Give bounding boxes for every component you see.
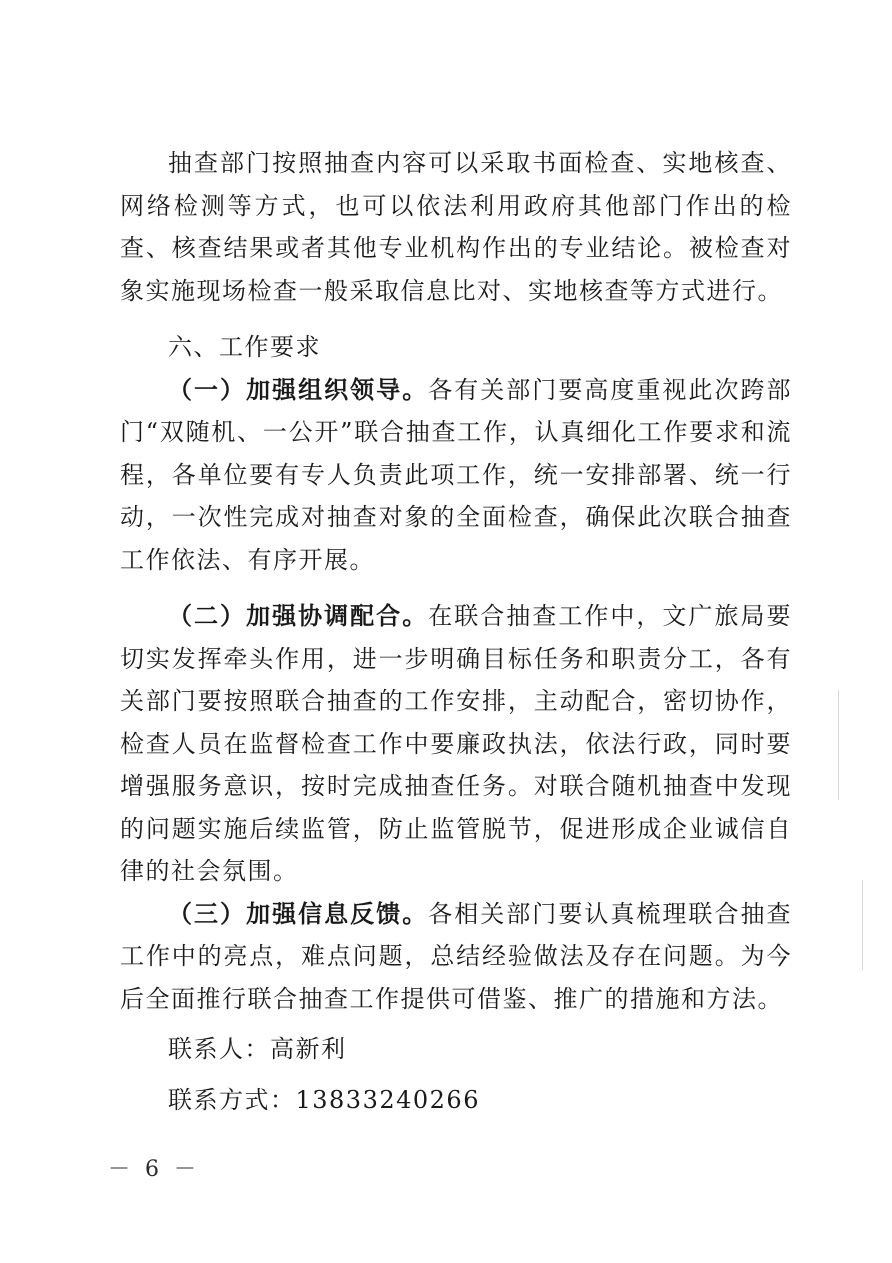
scan-artifact-line [838,690,839,800]
contact-phone-label: 联系方式： [168,1085,296,1114]
item-1-title: （一）加强组织领导。 [168,375,429,404]
contact-person-name: 高新利 [270,1035,347,1063]
contact-person-label: 联系人： [168,1035,270,1063]
item-3-title: （三）加强信息反馈。 [168,899,429,928]
paragraph-item-3 [120,893,792,1021]
scan-artifact-line [862,880,863,970]
item-1-body: 各有关部门要高度重视此次跨部门“双随机、一公开”联合抽查工作，认真细化工作要求和流程，各单位要有专人负责此项工作，统一安排部署、统一行动，一次性完成对抽查对象的全面检查，确保此次联合抽查工作依法、有序开展。 [120,375,793,574]
contact-phone-number: 13833240266 [295,1085,480,1114]
paragraph-item-1 [120,369,792,582]
section-heading-work-requirements: 六、工作要求 [168,333,321,361]
item-3-body: 各相关部门要认真梳理联合抽查工作中的亮点，难点问题，总结经验做法及存在问题。为今后全面推行联合抽查工作提供可借鉴、推广的措施和方法。 [120,899,793,1013]
paragraph-item-2 [120,595,792,893]
contact-person-line [120,1028,792,1071]
document-body [120,142,792,1121]
paragraph-inspection-methods: 抽查部门按照抽查内容可以采取书面检查、实地核查、网络检测等方式，也可以依法利用政府其他部门作出的检查、核查结果或者其他专业机构作出的专业结论。被检查对象实施现场检查一般采取信息比对、实地核查等方式进行。 [120,149,792,305]
item-2-title: （二）加强协调配合。 [168,602,429,630]
contact-phone-line [120,1079,792,1122]
page-number: － 6 － [108,1157,200,1182]
item-2-body: 在联合抽查工作中，文广旅局要切实发挥牵头作用，进一步明确目标任务和职责分工，各有关部门要按照联合抽查的工作安排，主动配合，密切协作，检查人员在监督检查工作中要廉政执法，依法行政，同时要增强服务意识，按时完成抽查任务。对联合随机抽查中发现的问题实施后续监管，防止监管脱节，促进形成企业诚信自律的社会氛围。 [120,602,793,885]
